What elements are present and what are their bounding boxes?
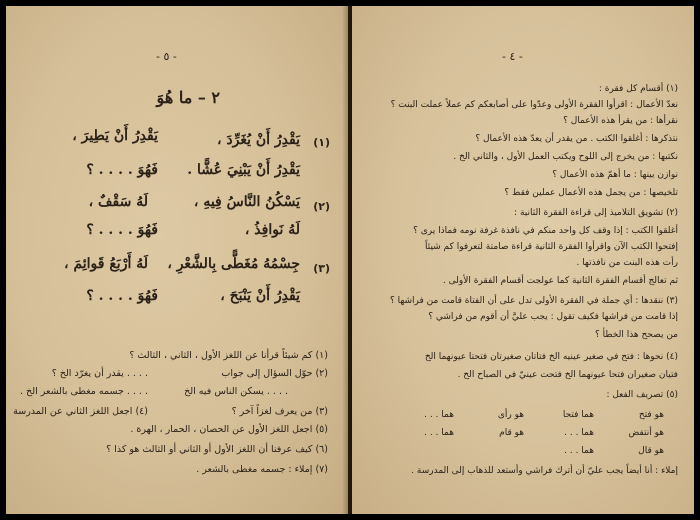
- riddle-line: جِسْمُهُ مُغَطًّى بِالشَّعْرِ ،: [167, 256, 300, 272]
- text-line: فتيان صغيران فتحا عيونهما الخ فتحت عينيّ في الصباح الخ .: [457, 370, 678, 380]
- text-line: نكتبها : من يخرج إلى اللوح ويكتب العمل الأول ، والثاني الخ .: [453, 152, 678, 162]
- riddle-number: (٢): [313, 200, 330, 213]
- text-line: إفتحوا الكتب الآن واقرأوا الفقرة الثانية قراءة صامتة لتعرفوا كم شيئاً: [424, 242, 678, 252]
- riddle-line: فَهُوَ . . . . ؟: [86, 288, 158, 304]
- exercise-question: (٢) حوّل السؤال إلى جواب: [221, 368, 328, 379]
- riddle-line: فَهُوَ . . . . ؟: [86, 162, 158, 178]
- riddle-line: يَقْدِرُ أَنْ يَطِيرَ ،: [72, 128, 158, 144]
- lesson-title: ٢ – ما هُوَ: [156, 88, 220, 107]
- exercise-question: . . . . يسكن الناس فيه الخ: [184, 386, 288, 397]
- text-line: أغلقوا الكتب : إذا وقف كل واحد منكم في نافذة غرفة نومه فماذا يرى ؟: [413, 226, 678, 236]
- riddle-line: لَهُ نَوافِذُ ،: [244, 222, 300, 238]
- text-line: إذا قامت من فراشها فكيف تقول : يجب عليَّ أن أقوم من فراشي ؟: [428, 312, 678, 322]
- conjugation-cell: هو فتح: [638, 410, 664, 420]
- text-line: نوازن بينها : ما أهمّ هذه الأعمال ؟: [552, 170, 678, 180]
- conjugation-cell: هو قام: [499, 428, 524, 438]
- text-line: نعدّ الأعمال : اقرأوا الفقرة الأولى وعدّوا على أصابعكم كم عملاً عملت البنت ؟: [390, 100, 678, 110]
- conjugation-cell: هو قال: [638, 446, 664, 456]
- conjugation-cell: هو رأى: [497, 410, 524, 420]
- exercise-question: (٤) اجعل اللغز الثاني عن المدرسة: [13, 406, 148, 417]
- riddle-line: لَهُ سَقْفٌ ،: [88, 194, 148, 210]
- text-line: رأت هذه البنت من نافذتها .: [576, 258, 678, 268]
- riddle-line: يَقْدِرُ أَنْ يَنْبَحَ ،: [220, 288, 300, 304]
- conjugation-cell: هما . . .: [424, 428, 454, 438]
- riddle-line: يَسْكُنُ النَّاسُ فِيهِ ،: [193, 194, 300, 210]
- section-heading: (٤) نحوها : فتح في صغير عينيه الخ فتاتان صغيرتان فتحتا عيونهما الخ: [424, 352, 678, 362]
- section-heading: (٣) ننقدها : أي جملة في الفقرة الأولى تدل على أن الفتاة قامت من فراشها ؟: [389, 296, 678, 306]
- text-line: نقرأها : من يقرأ هذه الأعمال ؟: [563, 116, 678, 126]
- section-heading: (١) أقسام كل فقرة :: [598, 84, 678, 94]
- conjugation-cell: هما . . .: [424, 410, 454, 420]
- text-line: ثم تعالج أقسام الفقرة الثانية كما عولجت أقسام الفقرة الأولى .: [442, 276, 678, 286]
- right-page: [352, 6, 694, 514]
- exercise-question: . . . . جسمه مغطى بالشعر الخ .: [20, 386, 148, 397]
- riddle-line: فَهُوَ . . . . ؟: [86, 222, 158, 238]
- text-line: نتذكرها : أغلقوا الكتب . من يقدر أن يعدّ هذه الأعمال ؟: [475, 134, 678, 144]
- exercise-question: (٧) إملاء : جسمه مغطى بالشعر .: [196, 464, 328, 475]
- text-line: من يصحح هذا الخطأ ؟: [595, 330, 678, 340]
- exercise-question: (١) كم شيئاً قرأنا عن اللغز الأول ، الثاني ، الثالث ؟: [129, 350, 328, 361]
- open-book: [6, 6, 694, 514]
- conjugation-cell: هما . . .: [564, 428, 594, 438]
- exercise-question: (٦) كيف عرفنا أن اللغز الأول أو الثاني أو الثالث هو كذا ؟: [106, 444, 328, 455]
- exercise-question: (٥) اجعل اللغز الأول عن الحصان ، الحمار ، الهرة .: [130, 424, 328, 435]
- dictation-line: إملاء : أنا أيضاً يجب عليّ أن أترك فراشي وأستعد للذهاب إلى المدرسة .: [411, 466, 678, 476]
- riddle-line: يَقْدِرُ أَنْ يَبْنِيَ عُشًّا .: [187, 162, 300, 178]
- left-page: [6, 6, 348, 514]
- page-number: - ٥ -: [156, 50, 177, 63]
- riddle-line: يَقْدِرُ أَنْ يُغَرِّدَ ،: [216, 132, 300, 148]
- conjugation-cell: هو أنتفض: [628, 428, 664, 438]
- riddle-number: (١): [313, 136, 330, 149]
- exercise-question: (٣) من يعرف لغزاً آخر ؟: [231, 406, 328, 417]
- exercise-question: . . . . يقدر أن يغرّد الخ ؟: [51, 368, 148, 379]
- riddle-number: (٣): [313, 262, 330, 275]
- page-number: - ٤ -: [502, 50, 523, 63]
- section-heading: (٥) تصريف الفعل :: [606, 390, 678, 400]
- section-heading: (٢) تشويق التلاميذ إلى قراءة الفقرة الثانية :: [514, 208, 678, 218]
- conjugation-cell: هما فتحا: [562, 410, 594, 420]
- conjugation-cell: هما . . .: [564, 446, 594, 456]
- riddle-line: لَهُ أَرْبَعُ قَوائِمَ ،: [64, 256, 148, 272]
- text-line: تلخيصها : من يجمل هذه الأعمال عملين فقط ؟: [504, 188, 678, 198]
